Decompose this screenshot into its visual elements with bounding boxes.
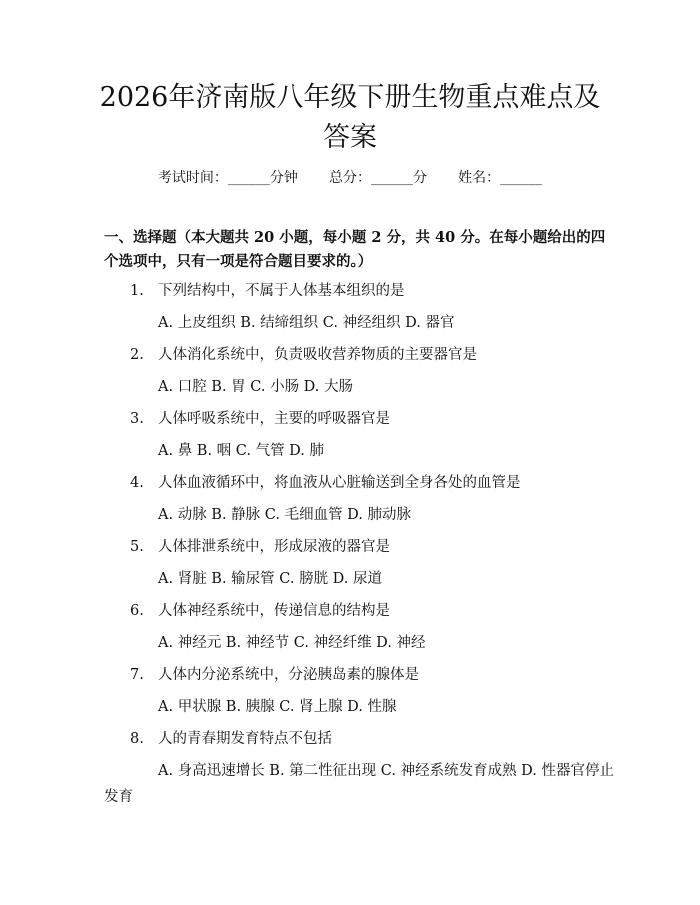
question-text: 人体排泄系统中，形成尿液的器官是	[158, 539, 390, 555]
score-label: 总分：	[329, 170, 371, 186]
time-blank: ______	[227, 170, 270, 186]
question-text: 人体消化系统中，负责吸收营养物质的主要器官是	[158, 347, 477, 363]
question-text: 人体呼吸系统中，主要的呼吸器官是	[158, 411, 390, 427]
section-header: 一、选择题（本大题共 20 小题，每小题 2 分，共 40 分。在每小题给出的四个选项中，只有一项是符合题目要求的。）	[104, 229, 606, 270]
question-text: 人的青春期发育特点不包括	[158, 731, 332, 747]
score-blank: ______	[371, 170, 413, 186]
name-blank: ______	[500, 170, 543, 186]
option-list: A. 神经元 B. 神经节 C. 神经纤维 D. 神经	[158, 635, 426, 651]
question-number: 4.	[130, 475, 144, 491]
question-number: 7.	[130, 667, 144, 683]
question-number: 6.	[130, 603, 144, 619]
question-number: 1.	[130, 283, 144, 299]
option-list: A. 甲状腺 B. 胰腺 C. 肾上腺 D. 性腺	[158, 699, 397, 715]
name-label: 姓名：	[458, 170, 501, 186]
option-list: A. 动脉 B. 静脉 C. 毛细血管 D. 肺动脉	[158, 507, 412, 523]
document-title: 2026年济南版八年级下册生物重点难点及答案	[99, 82, 601, 153]
option-list: A. 身高迅速增长 B. 第二性征出现 C. 神经系统发育成熟 D. 性器官停止发育	[104, 763, 615, 805]
question-text: 人体血液循环中，将血液从心脏输送到全身各处的血管是	[158, 475, 521, 491]
option-list: A. 上皮组织 B. 结缔组织 C. 神经组织 D. 器官	[158, 315, 455, 331]
option-list: A. 肾脏 B. 输尿管 C. 膀胱 D. 尿道	[158, 571, 383, 587]
option-list: A. 鼻 B. 咽 C. 气管 D. 肺	[158, 443, 325, 459]
exam-info-line	[0, 168, 700, 188]
option-list: A. 口腔 B. 胃 C. 小肠 D. 大肠	[158, 379, 354, 395]
time-unit: 分钟	[269, 170, 298, 186]
question-text: 人体神经系统中，传递信息的结构是	[158, 603, 390, 619]
question-number: 3.	[130, 411, 144, 427]
time-label: 考试时间：	[157, 170, 228, 186]
question-number: 2.	[130, 347, 144, 363]
question-number: 5.	[130, 539, 144, 555]
question-number: 8.	[130, 731, 144, 747]
question-text: 下列结构中，不属于人体基本组织的是	[158, 283, 405, 299]
question-text: 人体内分泌系统中，分泌胰岛素的腺体是	[158, 667, 419, 683]
score-unit: 分	[413, 170, 427, 186]
